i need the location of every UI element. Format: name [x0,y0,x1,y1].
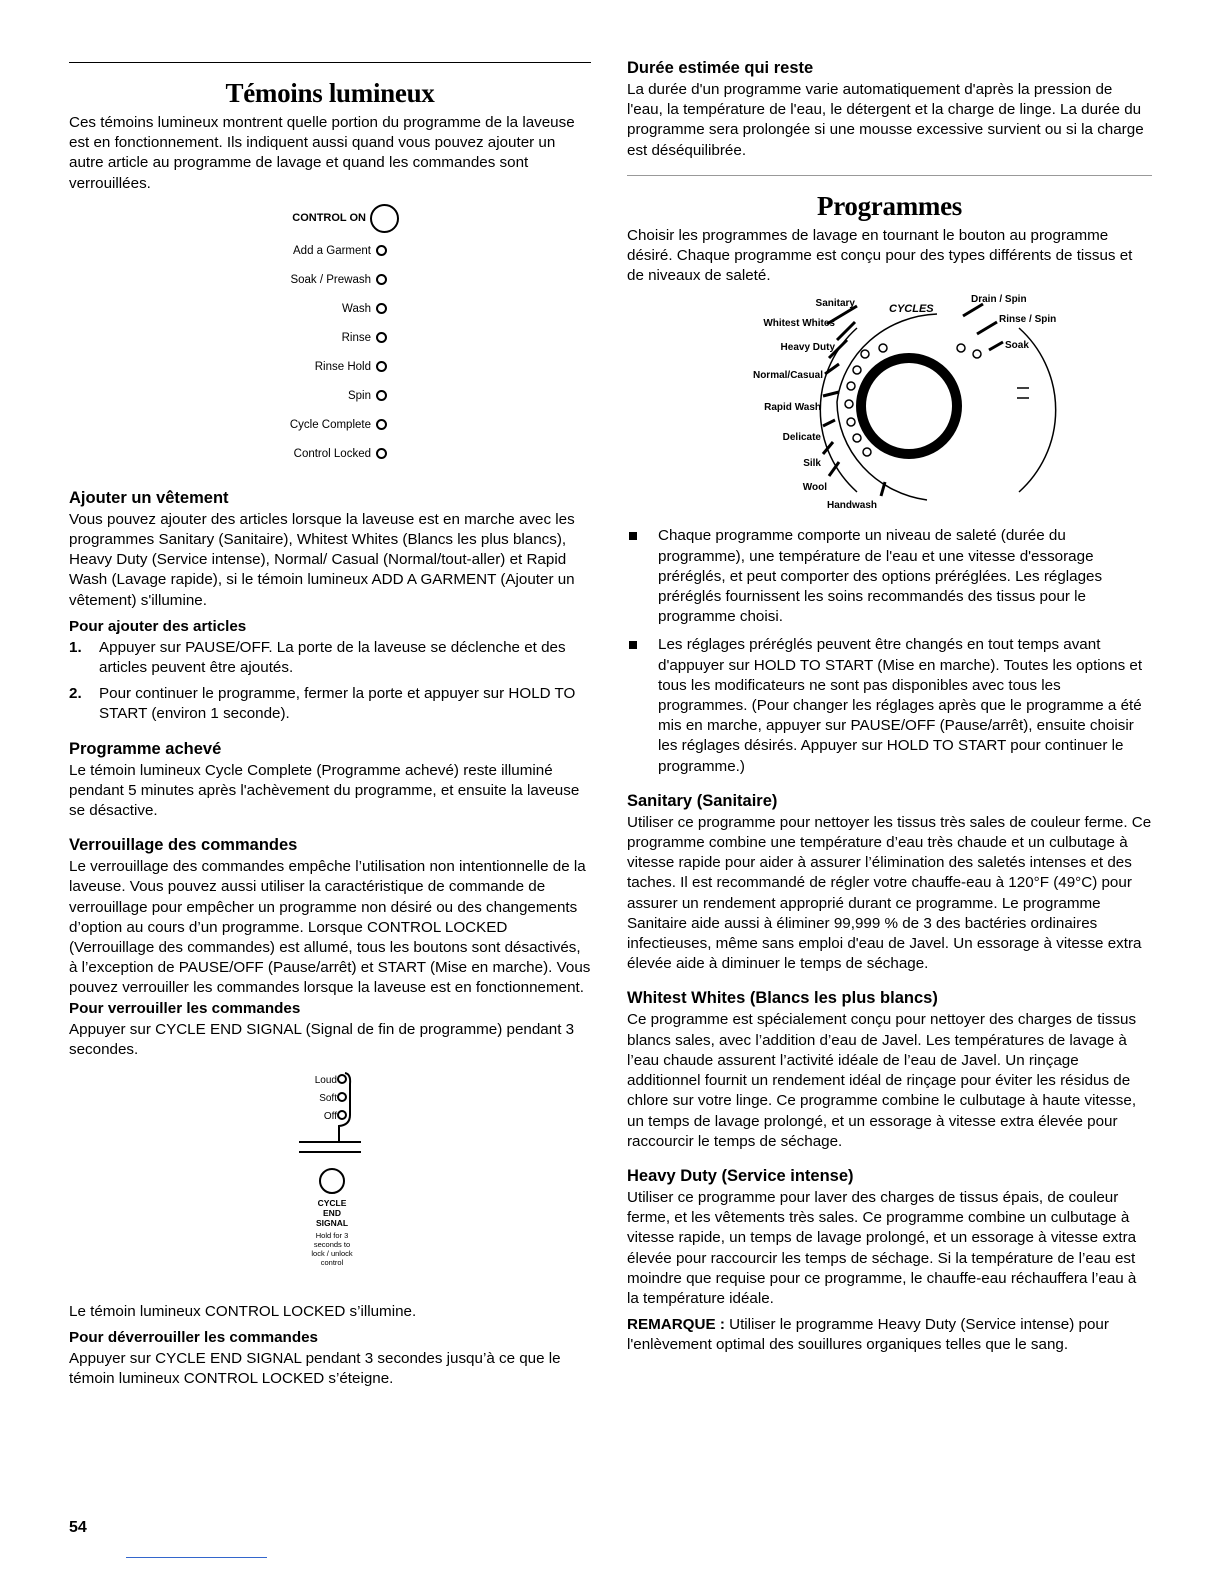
section-title-programs: Programmes [817,190,962,221]
dial-knob-icon [861,358,957,454]
dial-label-heavy-duty: Heavy Duty [780,342,835,354]
heavy-duty-note [627,1315,1152,1355]
bullet-text: Les réglages préréglés peuvent être changés en tout temps avant d'appuyer sur HOLD TO START (Mise en marche). Toutes les options et tous les modificateurs ne sont pas disponibles avec tous les programmes. (Pour changer les réglages après que le programme a été mis en marche, appuyer sur PAUSE/OFF (Pause/arrêt), ensuite choisir les réglages désirés. Appuyer sur HOLD TO START pour continuer le programme.) [658,636,1143,775]
light-spin [348,389,387,403]
dial-label-whitest-whites: Whitest Whites [763,318,835,330]
time-remaining-body: La durée d'un programme varie automatiquement d'après la pression de l'eau, la température de l'eau, le détergent et la charge de linge. La durée du programme sera prolongée si une mousse excessive survient ou si la charge est déséquilibrée. [627,81,1144,159]
label-arrow [823,420,835,426]
indicator-light-icon [376,361,387,372]
cycle-end-signal-diagram [69,1070,591,1288]
programs-bullets [627,526,1152,776]
label-arrow [837,322,855,340]
indicator-lights-panel [69,204,591,474]
list-item [69,684,591,724]
dial-position-icon [879,344,887,352]
label-arrow [963,304,983,316]
light-add-garment [293,244,387,258]
dial-label-rinse-spin: Rinse / Spin [999,314,1057,326]
light-label: Spin [347,389,371,402]
dial-position-icon [863,448,871,456]
light-label: Cycle Complete [289,418,371,431]
signal-hint-line: Hold for 3 [315,1231,349,1241]
note-label: REMARQUE : [627,1316,725,1334]
heading-sanitary: Sanitary (Sanitaire) [627,791,778,810]
step-number: 2. [69,685,82,703]
indicator-light-icon [376,303,387,314]
indicator-light-icon [376,390,387,401]
dial-position-icon [853,366,861,374]
cycle-dial-panel [627,292,1152,510]
heading-control-lock: Verrouillage des commandes [69,836,298,855]
light-label: Wash [342,302,371,315]
label-arrow [977,322,997,334]
heading-whitest-whites: Whitest Whites (Blancs les plus blancs) [627,989,938,1008]
note-body: Utiliser le programme Heavy Duty (Service intense) pour l'enlèvement optimal des souillures organiques telles que le sang. [627,1316,1109,1354]
signal-level-loud: Loud [314,1075,337,1087]
dial-position-icon [973,350,981,358]
dial-label-silk: Silk [803,458,821,470]
signal-level-off: Off [323,1111,337,1123]
signal-hint-line: lock / unlock [311,1249,353,1259]
sanitary-body: Utiliser ce programme pour nettoyer les tissus très sales de couleur ferme. Ce programme combine une température d’eau très chaude et un culbutage à vitesse rapide pour aider à assurer l’élimination des saletés intenses et des taches. Il est recommandé de régler votre chauffe-eau à 120°F (49°C) pour assurer un rendement approprié durant ce programme. Le programme Sanitaire aide aussi à éliminer 99,999 % de 3 des bactéries ordinaires infectieuses, même sans emploi d'eau de Javel. Un essorage à vitesse extra élevée aide à diminuer le temps de séchage. [627,813,1152,973]
light-control-locked [294,447,387,461]
add-garment-steps [69,638,591,725]
step-text: Pour continuer le programme, fermer la porte et appuyer sur HOLD TO START (environ 1 seconde). [99,685,576,723]
section-title-indicators: Témoins lumineux [225,78,435,108]
subheading-unlock: Pour déverrouiller les commandes [69,1329,318,1347]
signal-label-line: END [323,1208,341,1219]
light-label: Soak / Prewash [290,273,371,286]
cycle-end-signal-panel [69,1070,591,1288]
add-garment-body: Vous pouvez ajouter des articles lorsque la laveuse est en marche avec les programmes Sanitary (Sanitaire), Whitest Whites (Blancs les plus blancs), Heavy Duty (Service intense), Normal/ Casual (Normal/tout-aller) et Rapid Wash (Lavage rapide), si le témoin lumineux ADD A GARMENT (Ajouter un vêtement) s'illumine. [69,510,575,609]
dial-label-delicate: Delicate [782,432,821,444]
light-soak-prewash [290,273,387,287]
whitest-whites-body: Ce programme est spécialement conçu pour nettoyer des charges de tissus blancs sales, avec l’addition d’eau de Javel. Les températures de lavage à l’eau chaude assurent l’activité idéale de l’eau de Javel. Un rinçage additionnel fournit un rendement idéal de rinçage pour éviter les résidus de chlore sur votre linge. Ce programme combine le culbutage à haute vitesse, un temps de lavage prolongé, et un essorage à vitesse extra élevée pour raccourcir le temps de séchage. [627,1011,1137,1150]
indicator-light-icon [376,332,387,343]
footer-link-underline [126,1557,267,1558]
dial-position-icon [861,350,869,358]
light-rinse-hold [315,360,387,374]
left-column [69,62,591,1390]
subheading-add-articles: Pour ajouter des articles [69,617,247,635]
off-light-icon [338,1111,346,1119]
dial-pointer-icon [1017,388,1029,398]
dial-label-soak: Soak [1005,340,1029,352]
dial-label-normal-casual: Normal/Casual [752,370,823,382]
control-on-label: CONTROL ON [292,212,366,225]
control-on-indicator [292,204,399,233]
page-number: 54 [69,1519,87,1536]
light-cycle-complete [290,418,387,432]
square-bullet-icon [629,532,637,540]
subheading-lock: Pour verrouiller les commandes [69,999,301,1017]
control-locked-text: Le témoin lumineux CONTROL LOCKED s’illumine. [69,1303,417,1321]
indicator-light-icon [376,245,387,256]
square-bullet-icon [629,641,637,649]
list-item [627,526,1152,627]
bullet-text: Chaque programme comporte un niveau de saleté (durée du programme), une température de l'eau et une vitesse d'essorage préréglés, et peut comporter des options préréglées. Les réglages préréglés fournissent les soins recommandés des tissus pour le programme choisi. [658,527,1103,626]
dial-label-wool: Wool [802,482,827,494]
heading-time-remaining: Durée estimée qui reste [627,59,814,77]
dial-label-cycles: CYCLES [889,303,934,316]
dial-position-icon [853,434,861,442]
heavy-duty-body: Utiliser ce programme pour laver des charges de tissus épais, de couleur ferme, et les vêtements très sales. Ce programme combine un culbutage à vitesse rapide, un temps de lavage prolongé, et un essorage à vitesse extra élevée pour raccourcir les temps de séchage. Si la température de l’eau est moindre que requise pour ce programme, le chauffe-eau réchauffera l’eau à la température idéale. [627,1188,1137,1307]
light-label: Rinse Hold [314,360,371,373]
lock-instructions: Appuyer sur CYCLE END SIGNAL (Signal de fin de programme) pendant 3 secondes. [69,1020,575,1058]
dial-outer-arc [1019,328,1056,492]
control-lock-body: Le verrouillage des commandes empêche l’utilisation non intentionnelle de la laveuse. Vous pouvez aussi utiliser la caractéristique de commande de verrouillage pour empêcher un programme non désiré ou des changements d’option au cours d’un programme. Lorsque CONTROL LOCKED (Verrouillage des commandes) est allumé, tous les boutons sont désactivés, à l’exception de PAUSE/OFF (Pause/arrêt) et START (Mise en marche). Vous pouvez verrouiller les commandes lorsque la laveuse est en fonctionnement. [69,858,591,997]
cycle-end-button-icon [320,1169,344,1193]
indicator-light-icon [376,419,387,430]
light-wash [342,302,387,316]
right-column [627,58,1152,1356]
dial-label-drain-spin: Drain / Spin [971,294,1027,306]
heading-add-garment: Ajouter un vêtement [69,488,229,507]
label-arrow [989,342,1003,350]
label-arrow [823,392,839,396]
list-item [69,638,591,678]
dial-position-icon [957,344,965,352]
step-text: Appuyer sur PAUSE/OFF. La porte de la laveuse se déclenche et des articles peuvent être ajoutés. [99,638,566,677]
signal-hint-line: control [320,1258,344,1268]
loud-light-icon [338,1075,346,1083]
dial-position-icon [845,400,853,408]
dial-position-icon [847,382,855,390]
light-label: Control Locked [293,447,371,460]
dial-label-handwash: Handwash [826,500,877,511]
light-label: Add a Garment [293,244,371,257]
dial-label-rapid-wash: Rapid Wash [764,402,821,414]
cycle-dial-diagram [707,292,1077,510]
signal-hint-line: seconds to [313,1240,351,1250]
signal-label-line: SIGNAL [315,1218,349,1229]
dial-label-sanitary: Sanitary [815,298,855,310]
label-arrow [881,482,885,496]
indicators-intro: Ces témoins lumineux montrent quelle portion du programme de la laveuse est en fonctionnement. Ils indiquent aussi quand vous pouvez ajouter un autre article au programme de lavage et quand les commandes sont verrouillées. [69,114,575,192]
list-item [627,635,1152,776]
step-number: 1. [69,638,82,656]
soft-light-icon [338,1093,346,1101]
programs-intro: Choisir les programmes de lavage en tournant le bouton au programme désiré. Chaque programme est conçu pour des types différents de tissus et de niveaux de saleté. [627,226,1133,285]
indicator-light-icon [376,448,387,459]
signal-label-line: CYCLE [317,1198,347,1209]
section-rule [627,175,1152,176]
unlock-instructions: Appuyer sur CYCLE END SIGNAL pendant 3 secondes jusqu’à ce que le témoin lumineux CONTROL LOCKED s’éteigne. [69,1350,561,1388]
top-rule [69,62,591,63]
cycle-complete-body: Le témoin lumineux Cycle Complete (Programme achevé) reste illuminé pendant 5 minutes après l'achèvement du programme, et ensuite la laveuse se désactive. [69,761,580,820]
control-on-circle-icon [370,204,399,233]
light-label: Rinse [341,331,371,344]
label-arrow [825,364,839,374]
heading-heavy-duty: Heavy Duty (Service intense) [627,1166,854,1185]
heading-cycle-complete: Programme achevé [69,739,222,758]
indicator-light-icon [376,274,387,285]
dial-position-icon [847,418,855,426]
light-rinse [342,331,387,345]
signal-level-soft: Soft [319,1093,337,1105]
